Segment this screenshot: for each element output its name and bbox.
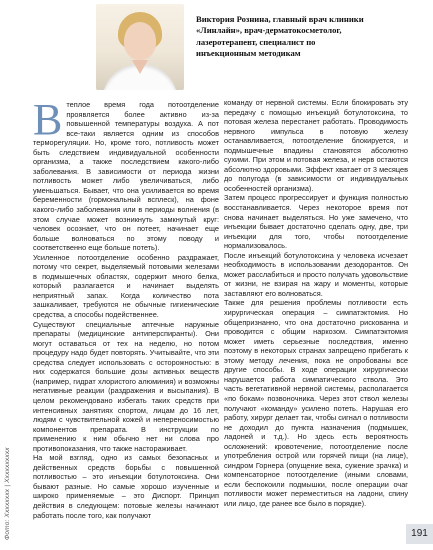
article-paragraph: Втеплое время года потоотделение проявляется более активно из-за повышенной температуры воздуха. А пот все-таки является одним из способов терморегуляции. Но, кроме того, потливость может быть следствием индивидуальной особенности организма, а также последствием какого-либо заболевания. В зависимости от периода жизни потливость может либо увеличиваться, либо уменьшаться. Бывает, что она усиливается во время беременности (гормональный всплеск), на фоне какого-либо заболевания или в периоды волнения (в этом случае может возникнуть замкнутый круг: человек осознает, что он потеет, начинает еще больше волноваться по этому поводу и соответственно еще больше потеть). — [33, 95, 219, 253]
caption-line: инъекционным методикам — [196, 48, 301, 59]
article-paragraph: На мой взгляд, одно из самых безопасных и действенных средств борьбы с повышенной потливостью – это инъекции ботулотоксина. Они бывают разные. Но самые хорошо изученные и широко применяемые – это Диспорт. Принцип действия в следующем: потовые железы начинают работать после того, как получают — [33, 453, 219, 520]
article-paragraph: Усиленное потоотделение особенно раздражает, потому что секрет, выделяемый потовыми железами в подмышечных областях, содержит много белка, который разлагается и начинает выделять неприятный запах. Когда количество пота зашкаливает, требуются не обычные гигиенические средства, а способы подейственнее. — [33, 252, 219, 320]
caption-line: «Линлайн», врач-дерматокосметолог, — [196, 25, 342, 36]
page-number: 191 — [406, 524, 433, 544]
photo-caption — [196, 14, 424, 60]
article-paragraph: Существуют специальные аптечные наружные препараты (медицинские антиперспиранты). Они могут оставаться от тех на неделю, но потом процедуру надо будет повторять. Учитывайте, что эти средства следует использовать с осторожностью: в них содержатся большие дозы активных веществ (например, гидрат хлористого алюминия) и возможны негативные реакции (раздражения и высыпания). В целом рекомендовано избегать таких средств при интенсивных занятиях спортом, лицам до 16 лет, людям с чувствительной кожей и непереносимостью компонентов препарата. В инструкции по применению к ним обычно нет ни слова про противопоказания, что также настораживает. — [33, 319, 219, 453]
drop-cap: В — [33, 95, 63, 144]
article-paragraph: команду от нервной системы. Если блокировать эту передачу с помощью инъекций ботулотоксина, то потовая железа перестанет работать. Проводимость нервного импульса в потовую железу останавливается, потоотделение блокируется, и подмышечные впадины становятся абсолютно сухими. При этом и потовая железа, и нерв остаются абсолютно здоровыми. Эффект хватает от 3 месяцев до полугода (в зависимости от индивидуальных особенностей организма). — [224, 98, 408, 193]
article-paragraph: Также для решения проблемы потливости есть хирургическая операция – симпатэктомия. Но общепризнанно, что она достаточно рискованна и проводится с общим наркозом. Симпатэктомия может иметь серьезные последствия, именно поэтому в некоторых странах запрещено прибегать к этому методу лечения, пока не опробованы все другие способы. В ходе операции хирургически нарушается работа симпатического ствола. Это часть вегетативной нервной системы, располагается «по бокам» позвоночника. Через этот ствол железы получают «команду» усилено потеть. Нарушая его работу, хирург делает так, чтобы сигнал о потливости не доходил до пункта назначения (подмышек, ладоней и т.д.). Но здесь есть вероятность осложнений: кровотечение, потоотделение после употребления острой или горячей пищи (на лице), синдром Горнера (опущение века, сужение зрачка) и компенсаторное потоотделение (иными словами, если беспокоили подмышки, после операции очаг потливости может переместиться на ладони, спину или лицо, где ранее все было в порядке). — [224, 298, 408, 508]
caption-line: лазеротерапевт, специалист по — [196, 36, 316, 47]
photo-credit: Фото: Xxxxxxxx | Xxxxxxxxxx — [4, 447, 11, 540]
doctor-photo — [96, 4, 184, 90]
caption-line: Виктория Рознина, главный врач клиники — [196, 14, 364, 24]
article-column-right — [224, 98, 408, 509]
article-paragraph: Затем процесс прогрессирует и функция полностью восстанавливается. Через некоторое время пот снова начинает выделяться. Но уже замечено, что инъекции бывает достаточно сделать одну, две, три инъекции для того, чтобы потоотделение нормализовалось. — [224, 193, 408, 251]
article-column-left — [33, 95, 219, 520]
article-paragraph: После инъекций ботулотоксина у человека исчезает необходимость в использовании дезодорантов. Он может расслабиться и просто получать удовольствие от жизни, не взирая на жару и моменты, которые заставляют его волноваться. — [224, 250, 408, 298]
